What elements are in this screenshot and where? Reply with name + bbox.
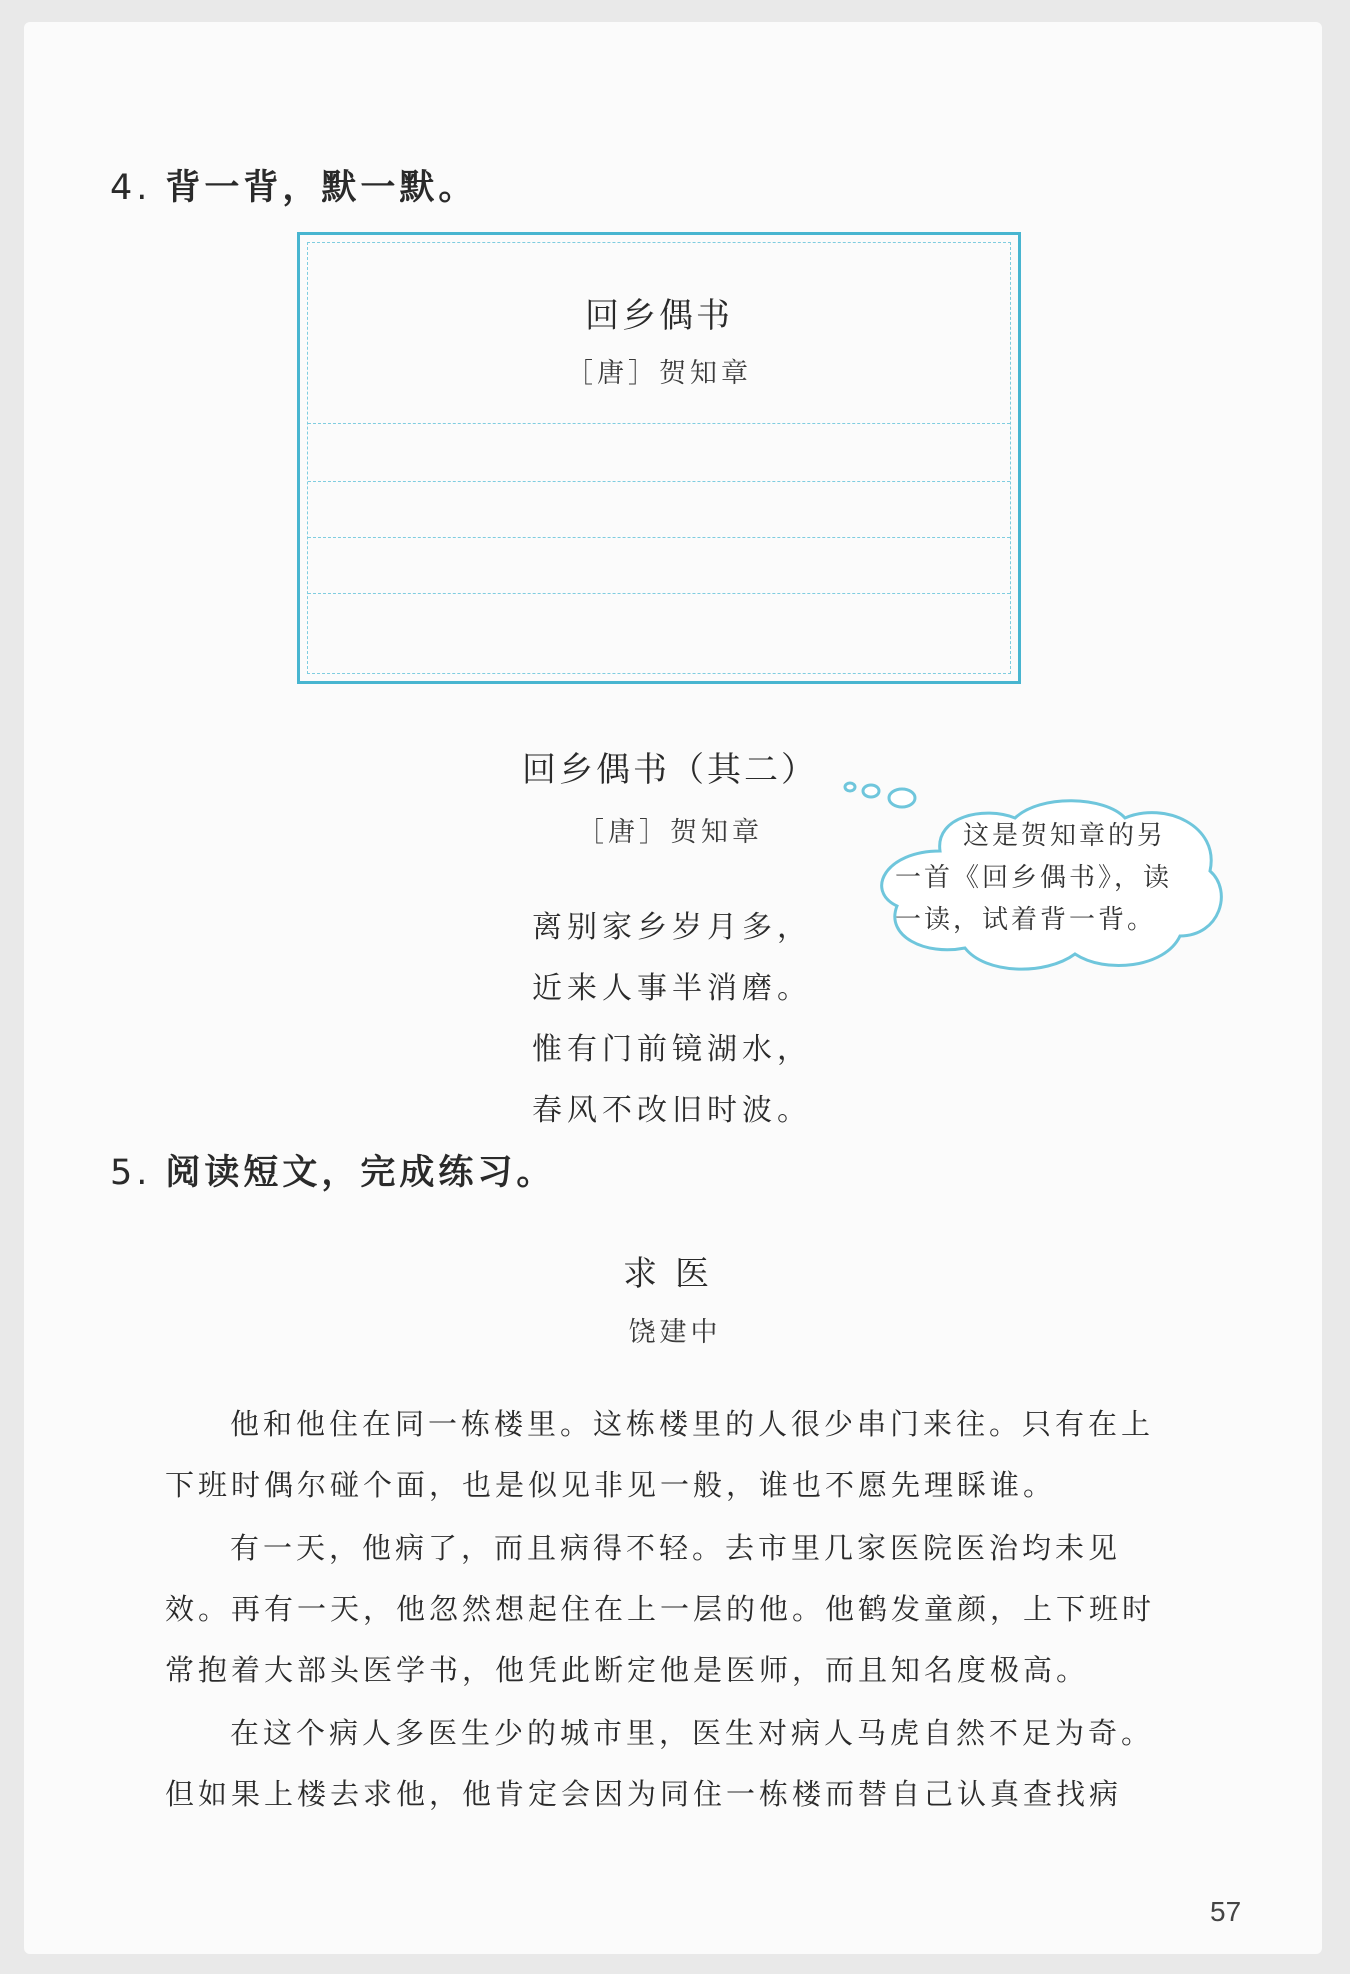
poem-line: 春风不改旧时波。 [532,1093,812,1128]
writing-box-inner [307,242,1011,674]
question-5-heading [110,1145,555,1195]
bubble-line: 一读，试着背一背。 [895,905,1157,935]
writing-line-2[interactable] [308,481,1010,482]
question-4-heading [110,160,477,210]
story-line: 他和他住在同一栋楼里。这栋楼里的人很少串门来往。只有在上 [230,1407,1155,1441]
story-line: 下班时偶尔碰个面，也是似见非见一般，谁也不愿先理睬谁。 [165,1468,1057,1502]
writing-line-4[interactable] [308,593,1010,594]
story-line: 有一天，他病了，而且病得不轻。去市里几家医院医治均未见 [230,1531,1122,1565]
question-5-number: 5. [110,1153,152,1193]
poem-title: 回乡偶书（其二） [522,750,818,790]
poem-line: 惟有门前镜湖水， [532,1032,812,1067]
writing-box-title: 回乡偶书 [585,296,733,336]
story-line: 但如果上楼去求他，他肯定会因为同住一栋楼而替自己认真查找病 [165,1777,1123,1811]
page-number: 57 [1210,1896,1242,1927]
bubble-line: 一首《回乡偶书》，读 [895,863,1173,893]
story-line: 常抱着大部头医学书，他凭此断定他是医师，而且知名度极高。 [165,1653,1090,1687]
bubble-line: 这是贺知章的另 [963,821,1167,851]
poem-author: ［唐］贺知章 [577,817,763,848]
story-line: 在这个病人多医生少的城市里，医生对病人马虎自然不足为奇。 [230,1716,1155,1750]
question-4-text: 背一背，默一默。 [165,167,478,208]
story-line: 效。再有一天，他忽然想起住在上一层的他。他鹤发童颜，上下班时 [165,1592,1156,1626]
question-5-text: 阅读短文，完成练习。 [165,1152,556,1193]
poem-line: 近来人事半消磨。 [532,971,812,1006]
story-title: 求医 [623,1254,727,1294]
poem-line: 离别家乡岁月多， [532,910,812,945]
writing-line-1[interactable] [308,423,1010,424]
writing-box [297,232,1021,684]
question-4-number: 4. [110,168,152,208]
writing-box-author: ［唐］贺知章 [566,358,752,389]
story-author: 饶建中 [628,1317,722,1348]
thought-bubble-text [895,815,1220,941]
writing-line-3[interactable] [308,537,1010,538]
